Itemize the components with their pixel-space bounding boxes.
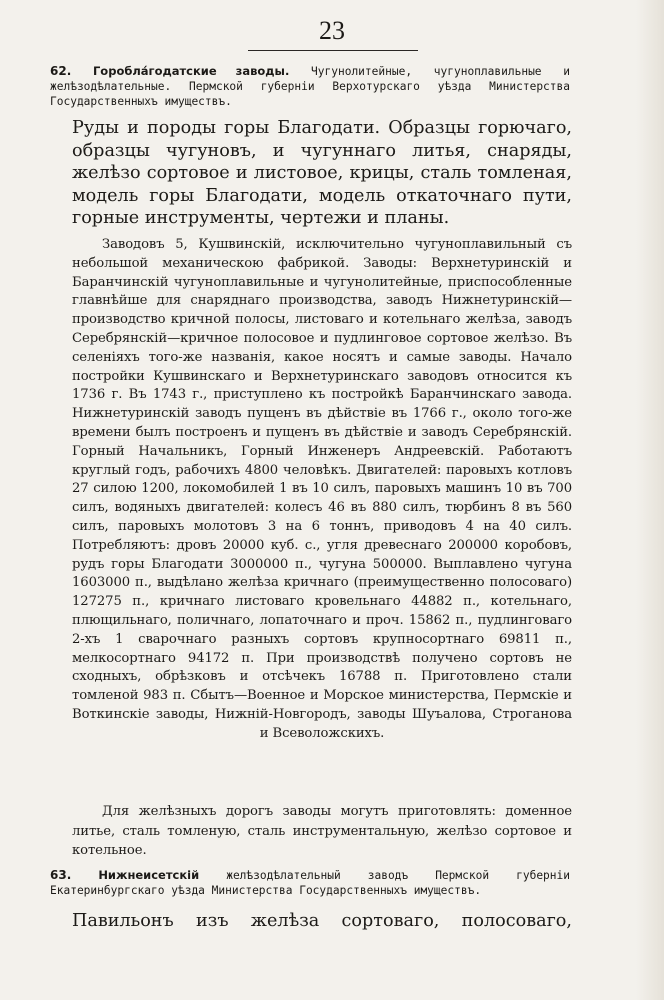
entry-63-description: желѣзодѣлательный заводъ Пермской губерніи Екатеринбургскаго уѣзда Министерства Государственныхъ имуществъ. bbox=[50, 869, 570, 897]
entry-63-name: Нижнеисетскій bbox=[98, 868, 200, 882]
page-number: 23 bbox=[319, 16, 345, 45]
entry-62-heading bbox=[50, 64, 570, 109]
entry-62-body: Заводовъ 5, Кушвинскій, исключительно чугуноплавильный съ небольшой механическою фабрикой. Заводы: Верхнетуринскій и Баранчинскій чугуноплавильные и чугунолитейные, приспособленные главнѣйше для снаряднаго производства, заводъ Нижнетуринскій—производство кричной полосы, листоваго и котельнаго желѣза, заводъ Серебрянскій—кричное полосовое и пудлинговое сортовое желѣзо. Въ селеніяхъ того-же названія, какое носятъ и самые заводы. Начало постройки Кушвинскаго и Верхнетуринскаго заводовъ относится къ 1736 г. Въ 1743 г., приступлено къ постройкѣ Баранчинскаго завода. Нижнетуринскій заводъ пущенъ въ дѣйствіе въ 1766 г., около того-же времени былъ построенъ и пущенъ въ дѣйствіе и заводъ Серебрянскій. Горный Начальникъ, Горный Инженеръ Андреевскій. Работаютъ круглый годъ, рабочихъ 4800 человѣкъ. Двигателей: паровыхъ котловъ 27 силою 1200, локомобилей 1 въ 10 силъ, паровыхъ машинъ 10 въ 700 силъ, водяныхъ двигателей: колесъ 46 въ 880 силъ, тюрбинъ 8 въ 560 силъ, паровыхъ молотовъ 3 на 6 тоннъ, приводовъ 4 на 40 силъ. Потребляютъ: дровъ 20000 куб. с., угля древеснаго 200000 коробовъ, рудъ горы Благодати 3000000 п., чугуна 500000. Выплавлено чугуна 1603000 п., выдѣлано желѣза кричнаго (преимущественно полосоваго) 127275 п., кричнаго листоваго кровельнаго 44882 п., котельнаго, плющильнаго, поличнаго, лопаточнаго и проч. 15862 п., пудлинговаго 2-хъ 1 сварочнаго разныхъ сортовъ крупносортнаго 69811 п., мелкосортнаго 94172 п. При производствѣ получено сортовъ не сходныхъ, обрѣзковъ и отсѣчекъ 16788 п. Приготовлено стали томленой 983 п. Сбытъ—Военное и Морское министерства, Пермскіе и Воткинскіе заводы, Нижній-Новгородъ, заводы Шуъалова, Строганова и Всеволожскихъ. bbox=[72, 237, 572, 741]
page-edge-shading bbox=[636, 0, 664, 1000]
header-rule bbox=[248, 50, 418, 51]
entry-63-heading bbox=[50, 868, 570, 898]
entry-62-railway-note: Для желѣзныхъ дорогъ заводы могутъ приготовлять: доменное литье, сталь томленую, сталь инструментальную, желѣзо сортовое и котельное. bbox=[72, 804, 572, 858]
entry-62-name: Горобла́годатские заводы. bbox=[92, 64, 290, 78]
entry-62-exhibits: Руды и породы горы Благодати. Образцы горючаго, образцы чугуновъ, и чугуннаго литья, снаряды, желѣзо сортовое и листовое, крицы, сталь томленая, модель горы Благодати, модель откаточнаго пути, горные инструменты, чертежи и планы. bbox=[72, 118, 572, 229]
entry-63-number: 63. bbox=[50, 868, 72, 882]
entry-62-number: 62. bbox=[50, 64, 72, 78]
entry-62-description: Чугунолитейные, чугуноплавильные и желѣзодѣлательные. Пермской губерніи Верхотурскаго уѣзда Министерства Государственныхъ имуществъ. bbox=[50, 65, 570, 108]
entry-63-exhibits: Павильонъ изъ желѣза сортоваго, полосоваго, bbox=[72, 911, 572, 931]
